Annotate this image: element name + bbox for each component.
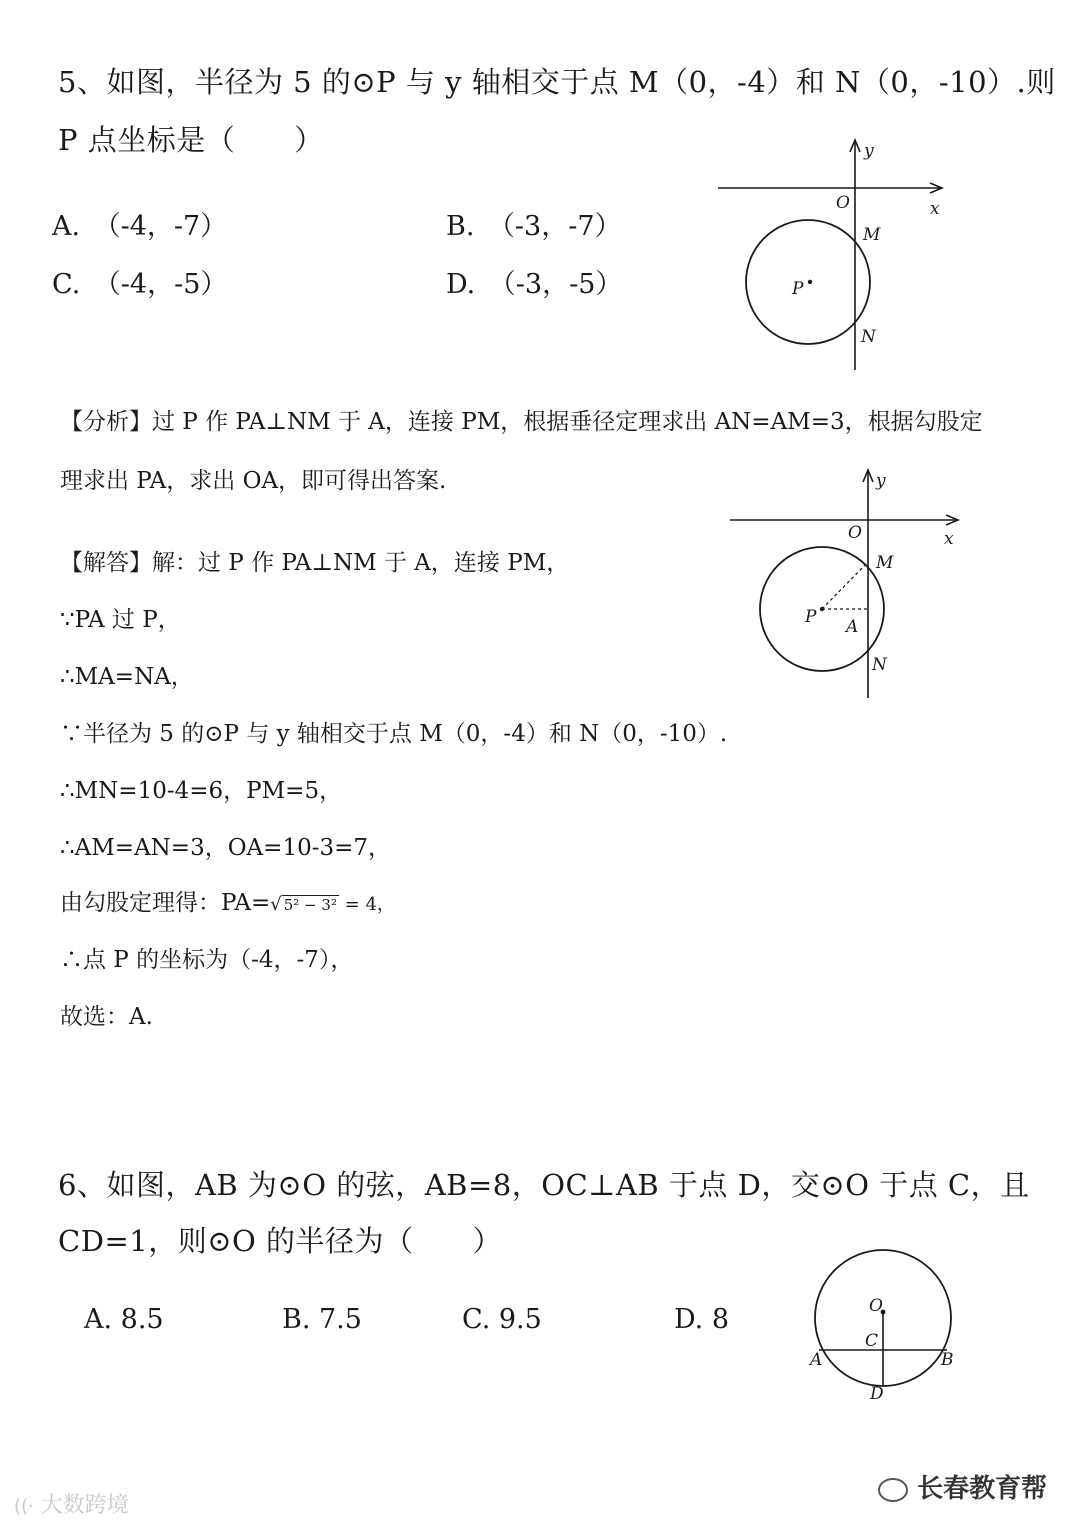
- q5-analysis-line2: 理求出 PA，求出 OA，即可得出答案.: [60, 468, 447, 494]
- solution-line-6: ∴AM=AN=3，OA=10-3=7，: [60, 835, 392, 861]
- watermark-left-text: 大数跨境: [40, 1493, 129, 1518]
- watermark-right: [878, 1468, 1047, 1505]
- q5-solution-figure: [720, 462, 980, 707]
- solution-line-3: ∴MA=NA，: [60, 664, 194, 690]
- solution-line-7-result: = 4，: [338, 894, 395, 915]
- label-y: y: [876, 471, 886, 491]
- label-p: P: [792, 279, 804, 299]
- label-b: B: [941, 1350, 954, 1370]
- q6-option-a: A. 8.5: [84, 1304, 164, 1335]
- label-c: C: [865, 1331, 879, 1351]
- q6-text-line1: 6、如图，AB 为⊙O 的弦，AB=8，OC⊥AB 于点 D，交⊙O 于点 C，且: [58, 1168, 1030, 1202]
- watermark-left: [14, 1488, 129, 1519]
- q5-figure-circle-axes: [700, 130, 960, 380]
- q6-option-c: C. 9.5: [462, 1304, 542, 1335]
- q6-option-d: D. 8: [674, 1304, 730, 1335]
- sqrt-radicand: 5² − 3²: [283, 896, 337, 914]
- label-o: O: [836, 193, 850, 213]
- label-x: x: [944, 529, 954, 549]
- q5-option-c: C. （-4，-5）: [52, 269, 228, 300]
- solution-line-5: ∴MN=10-4=6，PM=5，: [60, 778, 343, 804]
- wechat-icon: [878, 1478, 908, 1502]
- label-n: N: [861, 327, 876, 347]
- solution-line-9: 故选：A.: [60, 1004, 153, 1030]
- segment-pm: [822, 562, 868, 609]
- q6-figure-circle-chord: [800, 1240, 970, 1410]
- solution-line-1: 【解答】解：过 P 作 PA⊥NM 于 A，连接 PM，: [60, 550, 570, 576]
- q5-text-line1: 5、如图，半径为 5 的⊙P 与 y 轴相交于点 M（0，-4）和 N（0，-10）.则: [58, 65, 1056, 99]
- label-a: A: [846, 617, 859, 637]
- q5-text-line2: P 点坐标是（ ）: [58, 123, 324, 157]
- solution-line-4: ∵半径为 5 的⊙P 与 y 轴相交于点 M（0，-4）和 N（0，-10）.: [60, 721, 728, 747]
- q5-option-a: A. （-4，-7）: [52, 211, 228, 242]
- solution-line-8: ∴点 P 的坐标为（-4，-7），: [60, 947, 354, 973]
- label-a: A: [810, 1350, 823, 1370]
- solution-line-7: [60, 884, 395, 917]
- label-m: M: [863, 225, 881, 245]
- broadcast-icon: ((·: [14, 1496, 34, 1517]
- label-y: y: [864, 141, 874, 161]
- q5-option-d: D. （-3，-5）: [446, 269, 623, 300]
- label-o: O: [869, 1296, 883, 1316]
- solution-line-2: ∵PA 过 P，: [60, 607, 181, 633]
- q5-option-b: B. （-3，-7）: [446, 211, 622, 242]
- label-o: O: [848, 523, 862, 543]
- q6-text-line2: CD=1，则⊙O 的半径为（ ）: [58, 1224, 502, 1258]
- label-d: D: [870, 1384, 884, 1404]
- watermark-right-text: 长春教育帮: [917, 1474, 1048, 1504]
- label-x: x: [930, 199, 940, 219]
- label-m: M: [876, 553, 894, 573]
- label-p: P: [805, 607, 817, 627]
- sqrt-sign: √: [270, 894, 282, 915]
- q6-option-b: B. 7.5: [282, 1304, 362, 1335]
- point-p: [808, 280, 812, 284]
- solution-line-7-prefix: 由勾股定理得：PA=: [60, 890, 271, 916]
- q5-analysis-line1: 【分析】过 P 作 PA⊥NM 于 A，连接 PM，根据垂径定理求出 AN=AM=3，根据勾股定: [60, 409, 983, 435]
- label-n: N: [872, 655, 887, 675]
